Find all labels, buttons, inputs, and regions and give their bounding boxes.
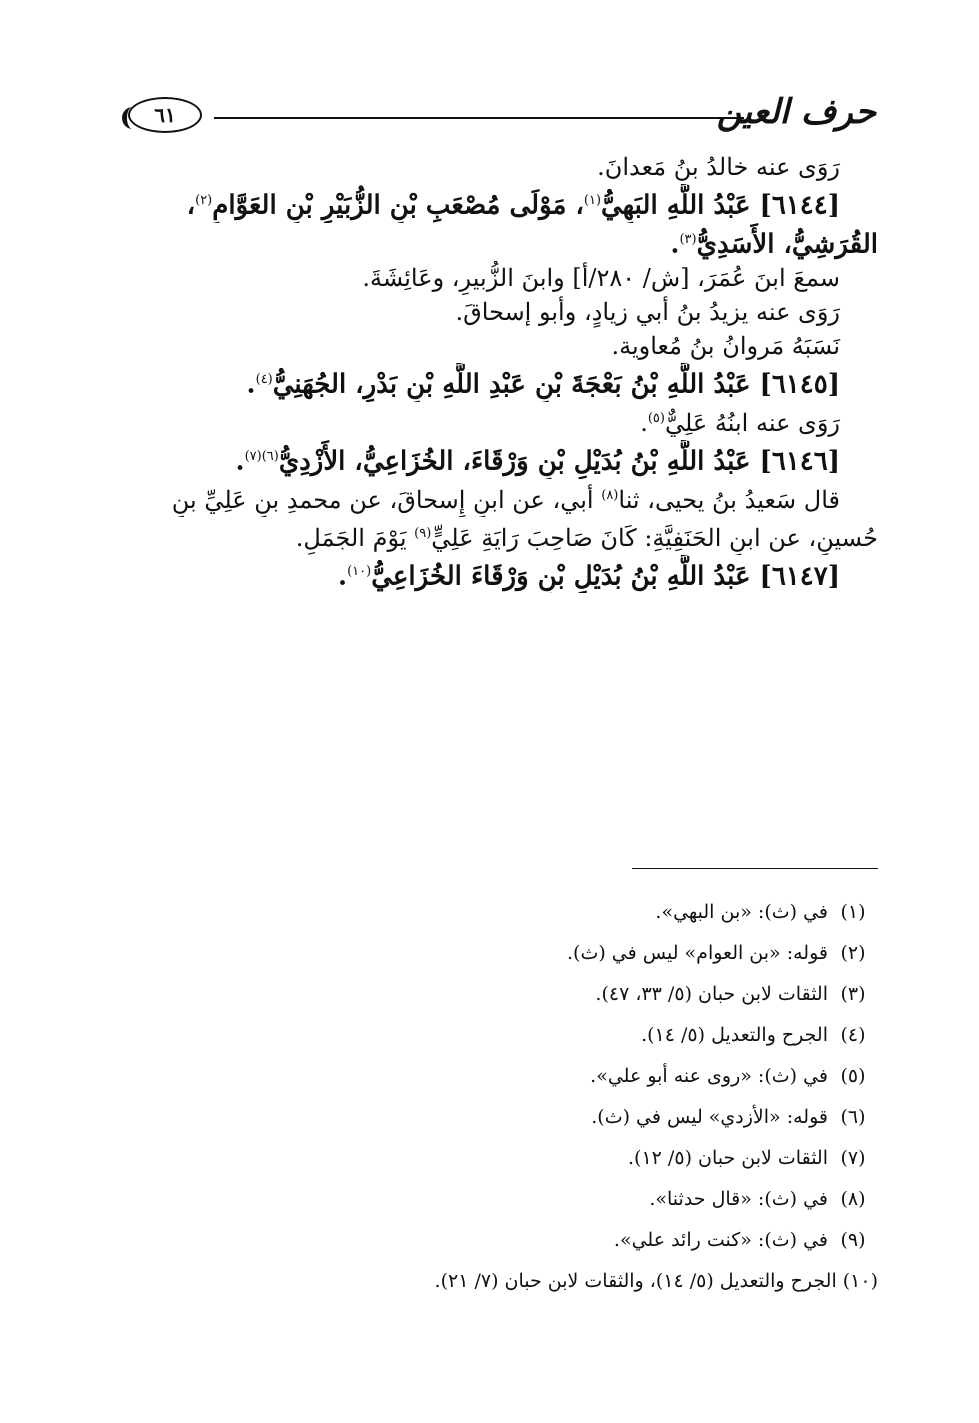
footnote-text: في (ث): «كنت رائد علي».: [613, 1229, 828, 1251]
text-segment: .: [640, 408, 648, 437]
text-segment: حُسينٍ، عن ابنِ الحَنَفِيَّةِ: كَانَ صَاحِبَ رَايَةِ عَلِيٍّ: [431, 523, 878, 552]
text-segment: [٦١٤٥] عَبْدُ اللَّهِ بْنُ بَعْجَةَ بْنِ عَبْدِ اللَّهِ بْنِ بَدْرٍ، الجُهَنِيُّ: [272, 369, 840, 400]
footnote: [300, 1138, 878, 1179]
footnote-text: الثقات لابن حبان (٥/ ١٢).: [628, 1147, 828, 1169]
page-number-badge: [128, 97, 202, 133]
text-line: [120, 261, 878, 295]
text-segment: ،: [186, 190, 196, 221]
footnote-text: الجرح والتعديل (٥/ ١٤)، والثقات لابن حبان (٧/ ٢١).: [434, 1270, 837, 1292]
text-segment: أبي، عن ابنِ إِسحاقَ، عن محمدِ بنِ عَلِيِّ بنِ: [171, 485, 602, 514]
footnote-ref: (١): [583, 193, 602, 208]
text-segment: قال سَعيدُ بنُ يحيى، ثنا: [618, 485, 840, 514]
text-line: [120, 402, 878, 440]
footnote-ref: (٢): [195, 193, 213, 208]
text-segment: .: [235, 446, 245, 477]
text-line: [120, 150, 878, 184]
header-rule: [214, 117, 744, 119]
footnote-ref: (١٠): [347, 563, 372, 579]
text-segment: [٦١٤٧] عَبْدُ اللَّهِ بْنُ بُدَيْلِ بْنِ وَرْقَاءَ الخُزَاعِيُّ: [371, 561, 840, 592]
footnote-ref: (٦)(٧): [244, 448, 279, 464]
text-segment: .: [338, 561, 348, 592]
footnote-number: (٦): [840, 1106, 866, 1128]
text-line: [120, 555, 878, 594]
text-segment: رَوَى عنه يزيدُ بنُ أبي زيادٍ، وأبو إسحاقَ.: [455, 298, 840, 327]
text-line: [120, 479, 878, 517]
text-line: [120, 363, 878, 402]
footnote-number: (١): [840, 901, 866, 923]
main-text: [120, 150, 878, 593]
text-segment: نَسَبَهُ مَروانُ بنُ مُعاوية.: [611, 332, 840, 361]
text-segment: [٦١٤٤] عَبْدُ اللَّهِ البَهِيُّ: [601, 190, 840, 221]
footnote-number: (٨): [840, 1188, 866, 1210]
chapter-title: حرف العين: [716, 92, 876, 132]
text-segment: [٦١٤٦] عَبْدُ اللَّهِ بْنُ بُدَيْلِ بْنِ وَرْقَاءَ، الخُزَاعِيُّ، الأَزْدِيُّ: [278, 446, 840, 477]
footnote-number: (٧): [840, 1147, 866, 1169]
text-line: [120, 517, 878, 555]
footnote: [300, 933, 878, 974]
text-line: [120, 223, 878, 262]
text-line: [120, 440, 878, 479]
footnote: [300, 1056, 878, 1097]
text-segment: رَوَى عنه ابنُهُ عَلِيٌّ: [664, 408, 840, 437]
footnote-text: قوله: «بن العوام» ليس في (ث).: [567, 942, 828, 964]
footnote: [300, 1179, 878, 1220]
footnote-number: (٢): [840, 942, 866, 964]
footnote: [300, 1015, 878, 1056]
text-segment: .: [246, 369, 256, 400]
footnote: [300, 1220, 878, 1261]
footnote: [300, 1097, 878, 1138]
footnote: [300, 974, 878, 1015]
text-line: [120, 184, 878, 223]
footnote-number: (١٠): [842, 1270, 878, 1292]
footnote-ref: (٩): [414, 525, 432, 541]
text-segment: القُرَشِيُّ، الأَسَدِيُّ: [696, 229, 878, 260]
footnote-ref: (٣): [679, 231, 697, 247]
footnote-number: (٣): [840, 983, 866, 1005]
footnote-text: قوله: «الأزدي» ليس في (ث).: [591, 1106, 828, 1128]
text-segment: .: [670, 229, 680, 260]
footnote-text: في (ث): «قال حدثنا».: [649, 1188, 828, 1210]
footnote-number: (٤): [840, 1024, 866, 1046]
footnote: [300, 892, 878, 933]
footnote-text: في (ث): «روى عنه أبو علي».: [590, 1065, 828, 1087]
text-line: [120, 329, 878, 363]
page-header: [128, 92, 876, 142]
footnote: [300, 1261, 878, 1302]
footnote-number: (٥): [840, 1065, 866, 1087]
footnote-number: (٩): [840, 1229, 866, 1251]
text-line: [120, 295, 878, 329]
footnote-ref: (٤): [255, 372, 273, 388]
footnotes: [300, 892, 878, 1302]
footnote-text: الثقات لابن حبان (٥/ ٣٣، ٤٧).: [595, 983, 828, 1005]
text-segment: رَوَى عنه خالدُ بنُ مَعدانَ.: [597, 153, 840, 181]
footnote-text: في (ث): «بن البهي».: [655, 901, 828, 923]
page-number: ٦١: [154, 103, 176, 127]
text-segment: ، مَوْلَى مُصْعَبِ بْنِ الزُّبَيْرِ بْنِ العَوَّامِ: [212, 190, 584, 221]
footnote-text: الجرح والتعديل (٥/ ١٤).: [641, 1024, 828, 1046]
text-segment: يَوْمَ الجَمَلِ.: [295, 523, 415, 552]
footnote-ref: (٥): [647, 410, 665, 426]
footnote-separator: [632, 868, 878, 869]
text-segment: سمعَ ابنَ عُمَرَ، [ش/ ٢٨٠/أ] وابنَ الزُّبيرِ، وعَائِشَةَ.: [362, 264, 840, 293]
footnote-ref: (٨): [601, 487, 619, 503]
